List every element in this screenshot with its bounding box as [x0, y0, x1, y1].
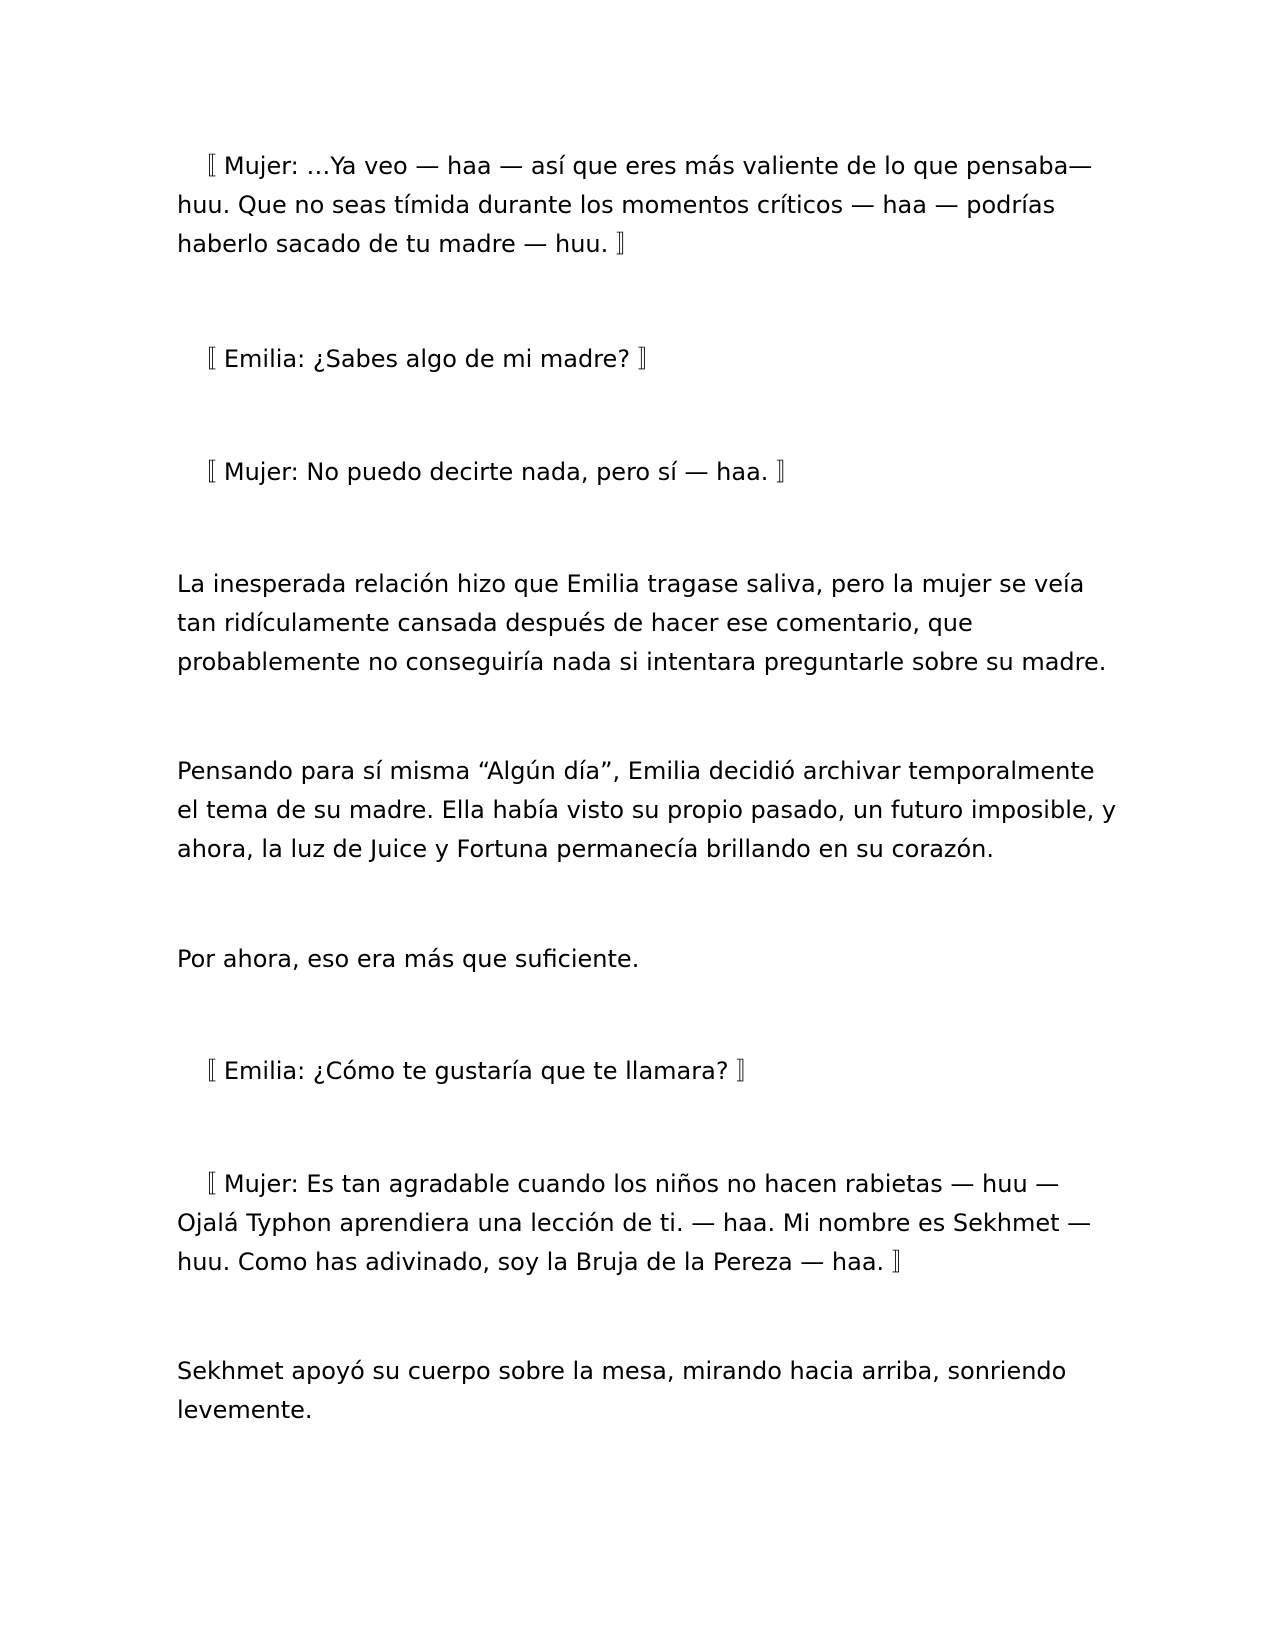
text-line: probablemente no conseguiría nada si intentara preguntarle sobre su madre. [177, 648, 1107, 676]
paragraph-emilia-dialogue-2 [177, 1052, 1117, 1091]
text-line: 〚 Mujer: …Ya veo — haa — así que eres más valiente de lo que pensaba— [177, 152, 1093, 180]
paragraph-emilia-dialogue-1 [177, 340, 1117, 379]
text-line: huu. Que no seas tímida durante los momentos críticos — haa — podrías [177, 191, 1056, 219]
text-line: 〚 Mujer: No puedo decirte nada, pero sí — haa. 〛 [177, 458, 801, 486]
text-line: Sekhmet apoyó su cuerpo sobre la mesa, mirando hacia arriba, sonriendo [177, 1357, 1067, 1385]
paragraph-narration-3 [177, 940, 1117, 979]
paragraph-narration-1 [177, 565, 1117, 682]
text-line: Por ahora, eso era más que suficiente. [177, 945, 640, 973]
paragraph-narration-4 [177, 1352, 1117, 1430]
text-line: levemente. [177, 1396, 313, 1424]
text-line: La inesperada relación hizo que Emilia tragase saliva, pero la mujer se veía [177, 570, 1085, 598]
paragraph-mujer-dialogue-3 [177, 1165, 1117, 1282]
text-line: tan ridículamente cansada después de hacer ese comentario, que [177, 609, 973, 637]
text-line: Pensando para sí misma “Algún día”, Emilia decidió archivar temporalmente [177, 757, 1095, 785]
text-line: 〚 Mujer: Es tan agradable cuando los niños no hacen rabietas — huu — [177, 1170, 1060, 1198]
text-line: el tema de su madre. Ella había visto su propio pasado, un futuro imposible, y [177, 796, 1117, 824]
text-line: Ojalá Typhon aprendiera una lección de ti. — haa. Mi nombre es Sekhmet — [177, 1209, 1092, 1237]
paragraph-mujer-dialogue-2 [177, 453, 1117, 492]
text-line: 〚 Emilia: ¿Sabes algo de mi madre? 〛 [177, 345, 662, 373]
paragraph-mujer-dialogue-1 [177, 147, 1117, 264]
paragraph-narration-2 [177, 752, 1117, 869]
text-line: 〚 Emilia: ¿Cómo te gustaría que te llamara? 〛 [177, 1057, 761, 1085]
text-line: ahora, la luz de Juice y Fortuna permanecía brillando en su corazón. [177, 835, 995, 863]
text-line: huu. Como has adivinado, soy la Bruja de la Pereza — haa. 〛 [177, 1248, 916, 1276]
text-line: haberlo sacado de tu madre — huu. 〛 [177, 230, 640, 258]
